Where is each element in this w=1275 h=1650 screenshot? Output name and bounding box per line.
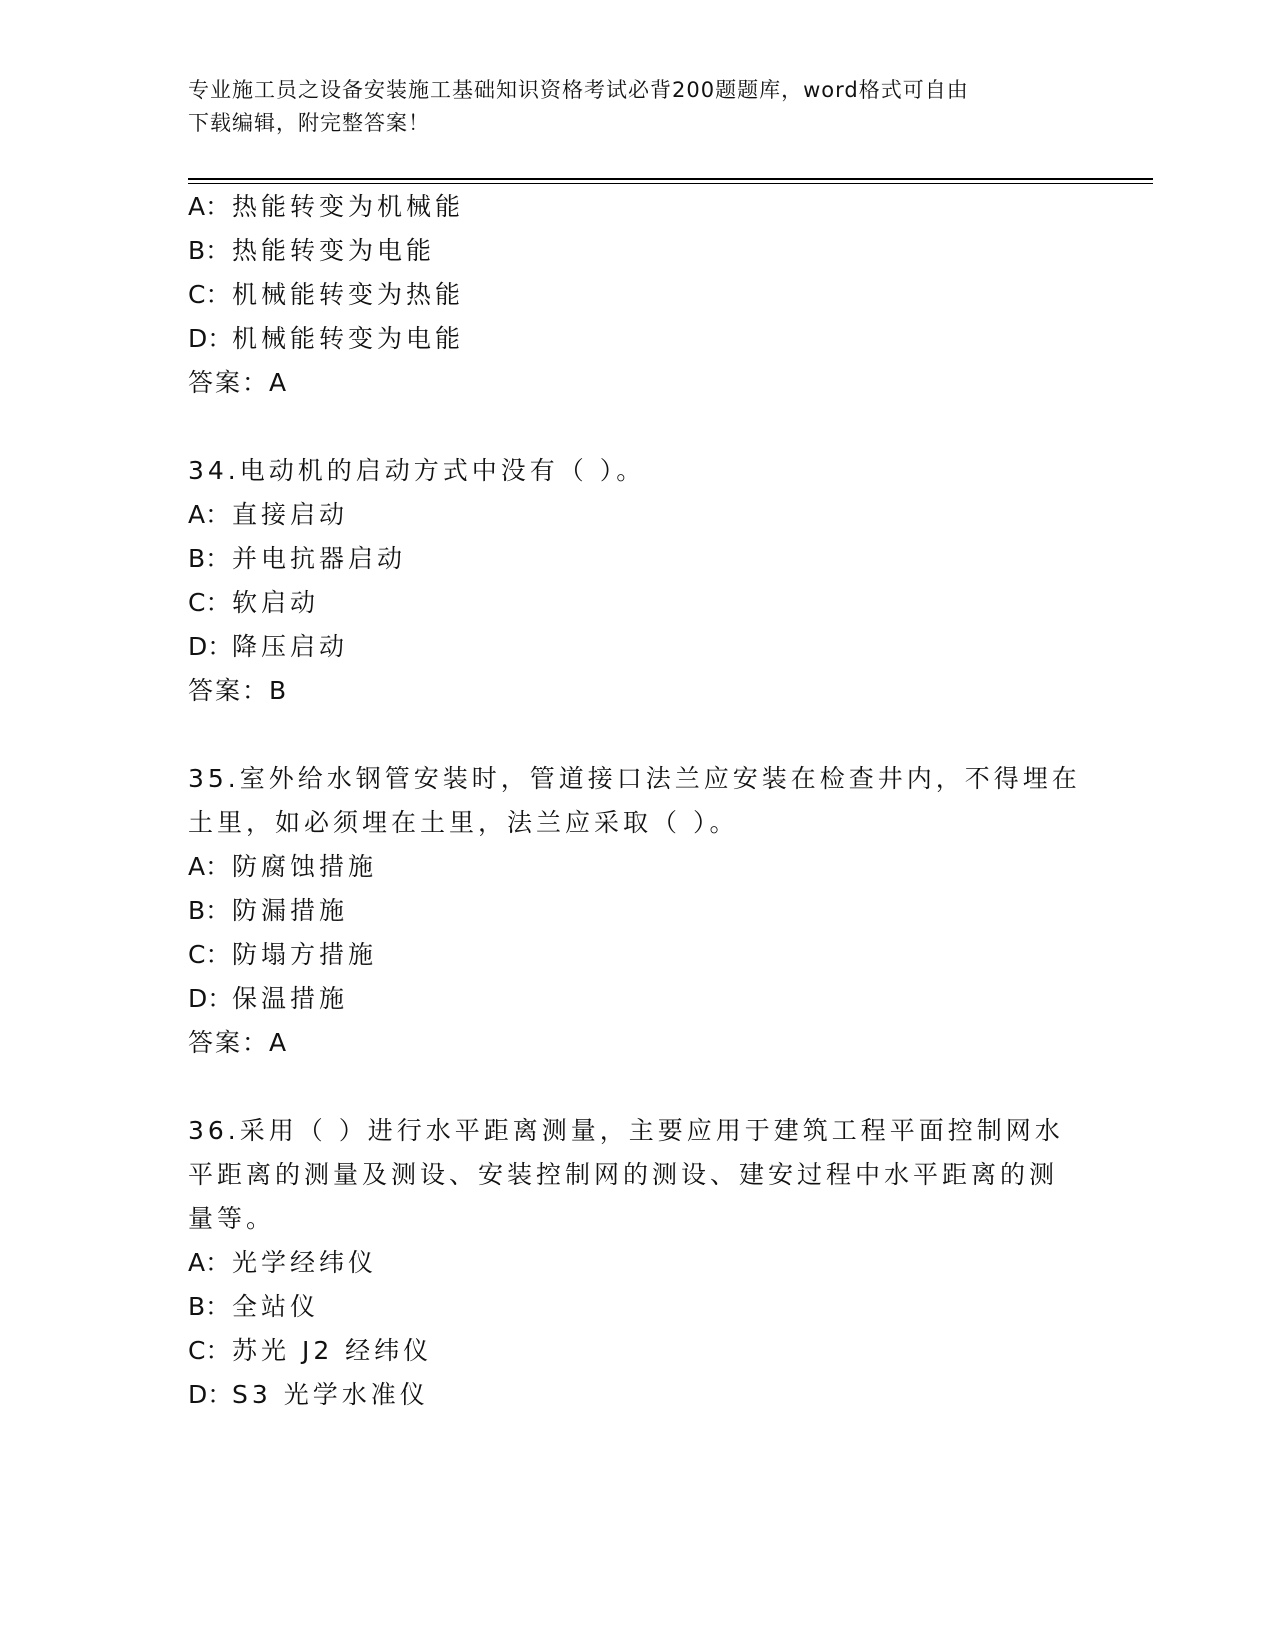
q36-stem-line-3: 量等。 xyxy=(188,1204,276,1233)
q33-option-d xyxy=(188,322,464,356)
option-letter: B： xyxy=(188,1292,231,1321)
q34-option-d xyxy=(188,630,348,664)
option-text: 防漏措施 xyxy=(232,896,349,925)
q34-option-c xyxy=(188,586,319,620)
option-letter: A： xyxy=(188,500,231,529)
q34-option-a xyxy=(188,498,348,532)
option-letter: D： xyxy=(188,632,233,661)
q35-option-b xyxy=(188,894,348,928)
header-divider-thin xyxy=(188,183,1153,184)
option-text: 热能转变为电能 xyxy=(232,236,436,265)
option-text: 软启动 xyxy=(232,588,320,617)
q36-option-a xyxy=(188,1246,377,1280)
q35-stem-line-2: 土里，如必须埋在土里，法兰应采取（ ）。 xyxy=(188,808,739,837)
q33-option-a xyxy=(188,190,464,224)
option-text: 并电抗器启动 xyxy=(232,544,407,573)
option-text: 防腐蚀措施 xyxy=(232,852,378,881)
option-text: 机械能转变为电能 xyxy=(232,324,465,353)
option-letter: D： xyxy=(188,1380,233,1409)
q35-stem-line-1: 35.室外给水钢管安装时，管道接口法兰应安装在检查井内，不得埋在 xyxy=(188,764,1081,793)
option-letter: A： xyxy=(188,192,231,221)
option-letter: D： xyxy=(188,984,233,1013)
option-text: 保温措施 xyxy=(232,984,349,1013)
q36-option-c xyxy=(188,1334,432,1368)
q34-option-b xyxy=(188,542,406,576)
option-letter: C： xyxy=(188,1336,231,1365)
option-letter: B： xyxy=(188,236,231,265)
option-letter: C： xyxy=(188,588,231,617)
header-line-2: 下载编辑，附完整答案！ xyxy=(188,111,430,135)
option-letter: A： xyxy=(188,852,231,881)
header-line-1: 专业施工员之设备安装施工基础知识资格考试必背200题题库，word格式可自由 xyxy=(188,78,969,102)
option-text: S3 光学水准仪 xyxy=(232,1380,429,1409)
option-letter: B： xyxy=(188,544,231,573)
option-text: 降压启动 xyxy=(232,632,349,661)
q34-answer: 答案：B xyxy=(188,676,289,705)
option-letter: A： xyxy=(188,1248,231,1277)
q35-option-c xyxy=(188,938,377,972)
option-letter: C： xyxy=(188,940,231,969)
q33-answer: 答案：A xyxy=(188,368,289,397)
option-text: 热能转变为机械能 xyxy=(232,192,465,221)
q36-stem-line-1: 36.采用（ ）进行水平距离测量，主要应用于建筑工程平面控制网水 xyxy=(188,1116,1064,1145)
q33-option-b xyxy=(188,234,435,268)
q36-option-b xyxy=(188,1290,319,1324)
q36-stem-line-2: 平距离的测量及测设、安装控制网的测设、建安过程中水平距离的测 xyxy=(188,1160,1059,1189)
option-letter: C： xyxy=(188,280,231,309)
document-header xyxy=(188,74,1068,140)
q36-option-d xyxy=(188,1378,429,1412)
option-text: 直接启动 xyxy=(232,500,349,529)
header-divider-thick xyxy=(188,178,1153,180)
q34-stem: 34.电动机的启动方式中没有（ ）。 xyxy=(188,456,646,485)
option-letter: D： xyxy=(188,324,233,353)
q35-answer: 答案：A xyxy=(188,1028,289,1057)
q33-option-c xyxy=(188,278,464,312)
option-letter: B： xyxy=(188,896,231,925)
option-text: 苏光 J2 经纬仪 xyxy=(232,1336,433,1365)
q35-option-d xyxy=(188,982,348,1016)
option-text: 全站仪 xyxy=(232,1292,320,1321)
option-text: 机械能转变为热能 xyxy=(232,280,465,309)
option-text: 防塌方措施 xyxy=(232,940,378,969)
q35-option-a xyxy=(188,850,377,884)
option-text: 光学经纬仪 xyxy=(232,1248,378,1277)
